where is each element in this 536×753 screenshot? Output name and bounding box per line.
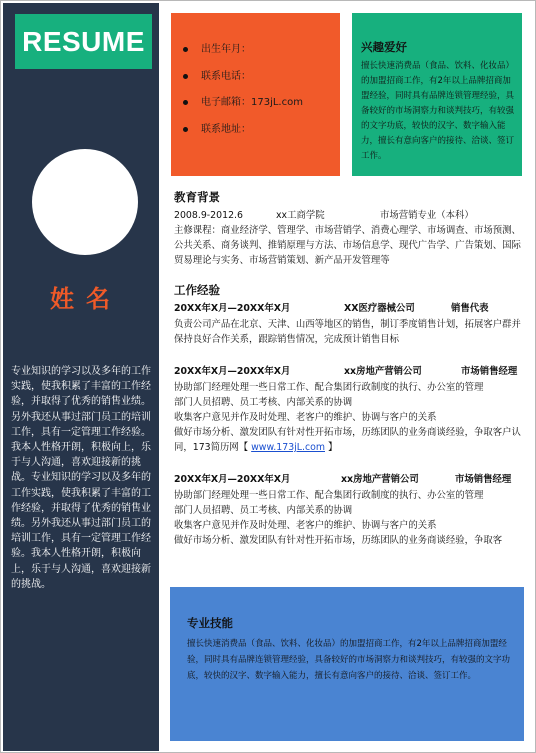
- main-content: [174, 189, 524, 548]
- skills-box: [170, 587, 524, 741]
- job-3-line-1: 协助部门经理处理一些日常工作、配合集团行政制度的执行、办公室的管理: [174, 490, 484, 501]
- job-2-line-3: 收集客户意见并作及时处理、老客户的维护、协调与客户的关系: [174, 412, 437, 423]
- education-major: 市场营销专业（本科）: [380, 210, 474, 221]
- job-2-header: [174, 361, 524, 380]
- hobby-box: [352, 13, 522, 176]
- education-courses: 主修课程：商业经济学、管理学、市场营销学、消费心理学、市场调查、市场预测、公共关系、商务谈判、推销原理与方法、市场信息学、现代广告学、广告策划、国际贸易理论与实务、市场营销策划、新产品开发管理等: [174, 225, 521, 266]
- website-link[interactable]: www.173jL.com: [251, 442, 325, 453]
- job-1-company: XX医疗器械公司: [344, 303, 415, 314]
- job-3-role: 市场销售经理: [455, 474, 512, 485]
- job-2-line-4-text: 做好市场分析、激发团队有针对性开拓市场，历练团队的业务商谈经验，争取客户认同，173简历网【: [174, 427, 521, 453]
- info-email: 电子邮箱：173jL.com: [181, 96, 340, 123]
- job-3-company: xx房地产营销公司: [341, 474, 419, 485]
- education-school: xx工商学院: [276, 210, 325, 221]
- job-2-line-1: 协助部门经理处理一些日常工作、配合集团行政制度的执行、办公室的管理: [174, 382, 484, 393]
- sidebar: [3, 3, 159, 751]
- job-1-period: 20XX年X月—20XX年X月: [174, 303, 291, 314]
- resume-logo: RESUME: [15, 14, 152, 69]
- work-title: 工作经验: [174, 283, 220, 297]
- job-1-desc: 负责公司产品在北京、天津、山西等地区的销售，制订季度销售计划，拓展客户群并保持良好合作关系，跟踪销售情况，完成预计销售目标: [174, 319, 521, 345]
- job-3-line-3: 收集客户意见并作及时处理、老客户的维护、协调与客户的关系: [174, 520, 437, 531]
- job-3-header: [174, 469, 524, 488]
- hobby-title: 兴趣爱好: [361, 40, 407, 54]
- education-period: 2008.9-2012.6: [174, 210, 243, 221]
- photo-placeholder: [32, 149, 138, 255]
- name-heading: 姓名: [50, 285, 122, 313]
- job-2-line-4: [174, 425, 524, 455]
- job-3-period: 20XX年X月—20XX年X月: [174, 474, 291, 485]
- self-introduction: 专业知识的学习以及多年的工作实践，使我积累了丰富的工作经验，并取得了优秀的销售业绩。另外我还从事过部门员工的培训工作，具有一定管理工作经验。我本人性格开朗，积极向上，乐于与人沟通，喜欢迎接新的挑战。专业知识的学习以及多年的工作实践，使我积累了丰富的工作经验，并取得了优秀的销售业绩。另外我还从事过部门员工的培训工作，具有一定管理工作经验。我本人性格开朗，积极向上，乐于与人沟通，喜欢迎接新的挑战。: [11, 366, 151, 590]
- job-2-line-2: 部门人员招聘、员工考核、内部关系的协调: [174, 397, 353, 408]
- job-2-role: 市场销售经理: [461, 366, 518, 377]
- hobby-text: 擅长快速消费品（食品、饮料、化妆品）的加盟招商工作，有2年以上品牌招商加盟经验，同时具有品牌连锁管理经验，具备较好的市场洞察力和谈判技巧，有较强的文字功底，较快的汉字、数字输入能力，擅长有意向客户的接待、洽谈、签订工作。: [361, 61, 515, 161]
- info-phone: 联系电话：: [181, 70, 340, 97]
- info-address: 联系地址：: [181, 123, 340, 150]
- job-2-company: xx房地产营销公司: [344, 366, 422, 377]
- job-3-line-4: 做好市场分析、激发团队有针对性开拓市场，历练团队的业务商谈经验，争取客: [174, 535, 503, 546]
- personal-info-box: [171, 13, 340, 176]
- personal-info-list: [171, 13, 340, 149]
- job-1-role: 销售代表: [451, 303, 489, 314]
- education-title: 教育背景: [174, 190, 220, 204]
- job-2-period: 20XX年X月—20XX年X月: [174, 366, 291, 377]
- job-3-line-2: 部门人员招聘、员工考核、内部关系的协调: [174, 505, 353, 516]
- job-1-header: [174, 298, 524, 317]
- skills-text: 擅长快速消费品（食品、饮料、化妆品）的加盟招商工作，有2年以上品牌招商加盟经验，同时具有品牌连锁管理经验，具备较好的市场洞察力和谈判技巧，有较强的文字功底，较快的汉字、数字输入能力，擅长有意向客户的接待、洽谈、签订工作。: [187, 639, 511, 682]
- skills-title: 专业技能: [187, 616, 233, 630]
- job-2-line-4-end: 】: [327, 442, 338, 453]
- education-header: [174, 208, 524, 223]
- info-birth: 出生年月：: [181, 43, 340, 70]
